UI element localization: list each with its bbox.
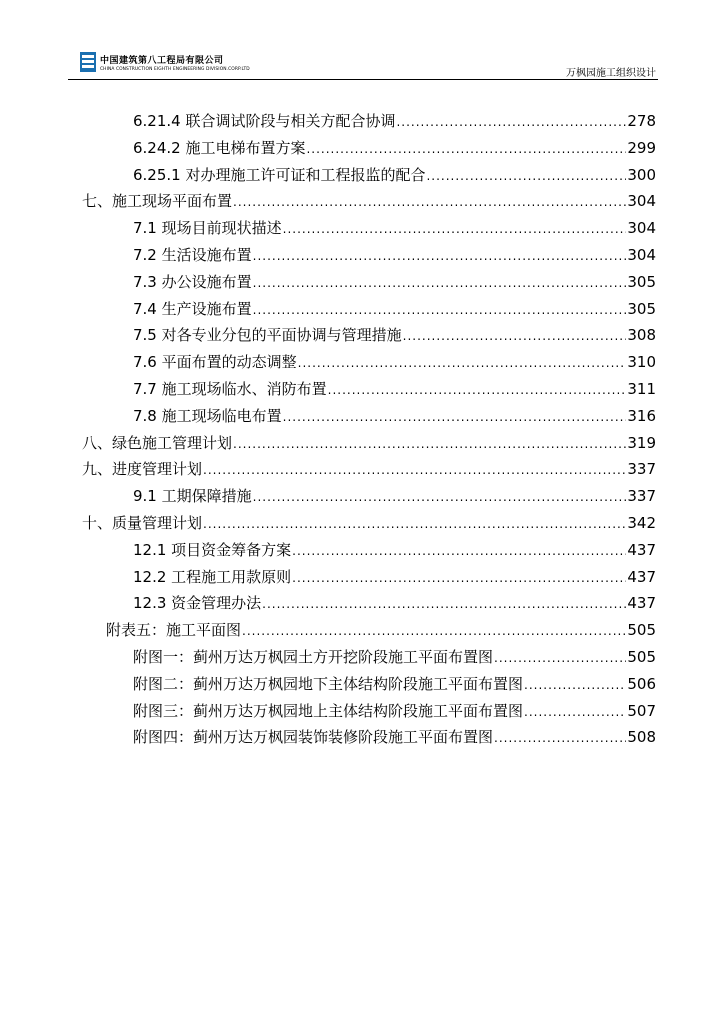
- toc-entry-title: 八、绿色施工管理计划: [82, 433, 233, 452]
- toc-entry[interactable]: [133, 405, 656, 429]
- toc-entry-page: 337: [627, 460, 656, 479]
- company-name: [100, 53, 250, 72]
- document-title: 万枫园施工组织设计: [566, 68, 656, 79]
- toc-entry-page: 300: [627, 165, 656, 184]
- toc-dot-leader: [494, 651, 626, 665]
- toc-entry-title: 十、质量管理计划: [82, 514, 203, 532]
- header-rule: [68, 79, 658, 80]
- toc-entry-title: 12.2 工程施工用款原则: [133, 567, 292, 586]
- toc-entry[interactable]: [133, 592, 656, 616]
- toc-entry[interactable]: [133, 485, 656, 509]
- toc-dot-leader: [253, 249, 627, 263]
- toc-entry[interactable]: [133, 298, 656, 322]
- toc-entry-title: 7.3 办公设施布置: [133, 272, 252, 291]
- toc-dot-leader: [253, 276, 627, 290]
- toc-entry-page: 342: [627, 514, 656, 532]
- toc-entry-title: 7.4 生产设施布置: [133, 299, 252, 318]
- toc-entry[interactable]: [133, 324, 656, 348]
- toc-entry-page: 437: [627, 594, 656, 613]
- toc-entry-page: 308: [627, 326, 656, 345]
- toc-entry-page: 505: [627, 621, 656, 640]
- toc-entry-page: 437: [627, 567, 656, 586]
- toc-entry-page: 304: [627, 192, 656, 211]
- toc-entry-title: 6.21.4 联合调试阶段与相关方配合协调: [133, 112, 396, 130]
- toc-entry[interactable]: [82, 458, 656, 482]
- toc-entry[interactable]: [133, 378, 656, 402]
- toc-entry-title: 9.1 工期保障措施: [133, 487, 252, 506]
- toc-dot-leader: [494, 731, 626, 745]
- toc-dot-leader: [203, 463, 626, 477]
- toc-dot-leader: [426, 169, 626, 183]
- toc-entry-title: 7.6 平面布置的动态调整: [133, 353, 297, 372]
- toc-entry-title: 7.8 施工现场临电布置: [133, 406, 282, 425]
- toc-entry-title: 6.25.1 对办理施工许可证和工程报监的配合: [133, 165, 426, 184]
- toc-dot-leader: [253, 490, 627, 504]
- toc-dot-leader: [403, 329, 627, 343]
- toc-entry-page: 507: [627, 701, 656, 720]
- toc-entry[interactable]: [133, 137, 656, 161]
- toc-entry[interactable]: [133, 271, 656, 295]
- toc-entry-title: 附图三：蓟州万达万枫园地上主体结构阶段施工平面布置图: [133, 701, 524, 720]
- toc-entry[interactable]: [133, 539, 656, 563]
- toc-entry-title: 7.1 现场目前现状描述: [133, 219, 282, 238]
- toc-entry-page: 310: [627, 353, 656, 372]
- page-header: [68, 50, 658, 78]
- toc-entry-title: 7.2 生活设施布置: [133, 246, 252, 264]
- toc-dot-leader: [203, 517, 626, 531]
- toc-entry-title: 附图一：蓟州万达万枫园土方开挖阶段施工平面布置图: [133, 648, 494, 666]
- company-name-en: CHINA CONSTRUCTION EIGHTH ENGINEERING DIVISION.CORP.LTD: [100, 67, 250, 72]
- toc-entry-title: 附图四：蓟州万达万枫园装饰装修阶段施工平面布置图: [133, 728, 494, 747]
- toc-entry[interactable]: [133, 700, 656, 724]
- toc-entry[interactable]: [106, 619, 656, 643]
- company-name-cn: 中国建筑第八工程局有限公司: [100, 56, 224, 66]
- toc-entry-title: 12.1 项目资金筹备方案: [133, 540, 292, 559]
- toc-dot-leader: [283, 222, 627, 236]
- toc-dot-leader: [233, 437, 626, 451]
- toc-entry[interactable]: [82, 190, 656, 214]
- toc-dot-leader: [262, 597, 626, 611]
- toc-dot-leader: [283, 410, 627, 424]
- toc-entry-title: 附表五：施工平面图: [106, 621, 242, 640]
- toc-dot-leader: [292, 571, 626, 585]
- toc-entry[interactable]: [133, 673, 656, 697]
- toc-dot-leader: [242, 624, 626, 638]
- toc-entry[interactable]: [133, 110, 656, 134]
- toc-entry-title: 七、施工现场平面布置: [82, 192, 233, 211]
- toc-entry-page: 305: [627, 299, 656, 318]
- toc-entry-page: 304: [627, 246, 656, 264]
- toc-entry-page: 304: [627, 219, 656, 238]
- toc-entry-title: 附图二：蓟州万达万枫园地下主体结构阶段施工平面布置图: [133, 674, 524, 693]
- toc-entry-page: 508: [627, 728, 656, 747]
- toc-entry-page: 299: [627, 138, 656, 157]
- toc-entry[interactable]: [133, 217, 656, 241]
- toc-dot-leader: [253, 303, 627, 317]
- toc-entry[interactable]: [82, 432, 656, 456]
- toc-entry-page: 311: [627, 380, 656, 398]
- toc-entry-title: 12.3 资金管理办法: [133, 594, 262, 613]
- toc-entry-title: 6.24.2 施工电梯布置方案: [133, 138, 306, 157]
- toc-entry-page: 278: [627, 112, 656, 130]
- toc-dot-leader: [306, 142, 626, 156]
- toc-entry[interactable]: [133, 726, 656, 750]
- company-logo-icon: [80, 52, 96, 72]
- toc-entry-page: 319: [627, 433, 656, 452]
- toc-entry[interactable]: [133, 351, 656, 375]
- toc-entry[interactable]: [133, 646, 656, 670]
- toc-entry-title: 九、进度管理计划: [82, 460, 203, 479]
- toc-dot-leader: [233, 195, 626, 209]
- toc-entry-page: 305: [627, 272, 656, 291]
- toc-entry-title: 7.5 对各专业分包的平面协调与管理措施: [133, 326, 402, 345]
- toc-dot-leader: [524, 705, 626, 719]
- toc-dot-leader: [298, 356, 627, 370]
- toc-dot-leader: [292, 544, 626, 558]
- toc-dot-leader: [328, 383, 627, 397]
- toc-entry-page: 505: [627, 648, 656, 666]
- toc-entry-page: 437: [627, 540, 656, 559]
- toc-dot-leader: [524, 678, 626, 692]
- toc-entry[interactable]: [133, 566, 656, 590]
- toc-entry[interactable]: [133, 164, 656, 188]
- toc-entry[interactable]: [133, 244, 656, 268]
- toc-entry-page: 506: [627, 674, 656, 693]
- toc-entry-page: 337: [627, 487, 656, 506]
- toc-entry[interactable]: [82, 512, 656, 536]
- toc-entry-page: 316: [627, 406, 656, 425]
- toc-entry-title: 7.7 施工现场临水、消防布置: [133, 380, 327, 398]
- toc-dot-leader: [396, 115, 626, 129]
